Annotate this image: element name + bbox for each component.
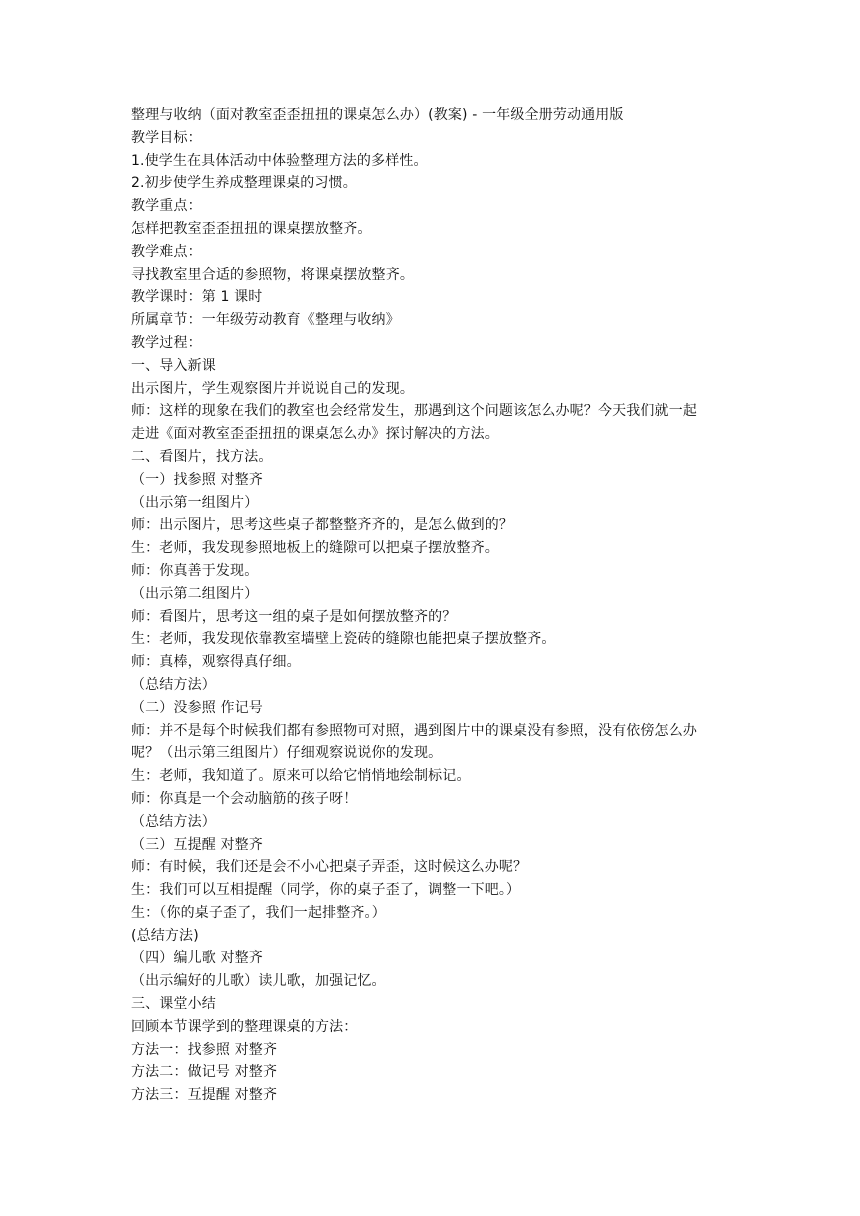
text-line: 生：老师，我发现依靠教室墙壁上瓷砖的缝隙也能把桌子摆放整齐。 — [131, 631, 556, 648]
section-heading: 教学重点： — [131, 198, 202, 215]
section-heading: 教学目标： — [131, 129, 202, 146]
text-line: （出示编好的儿歌）读儿歌，加强记忆。 — [131, 973, 386, 990]
text-line: （出示第一组图片） — [131, 494, 259, 511]
text-line: （总结方法） — [131, 813, 216, 830]
text-line: 方法二：做记号 对整齐 — [131, 1064, 278, 1081]
text-line: 师：看图片，思考这一组的桌子是如何摆放整齐的？ — [131, 608, 457, 625]
text-line: 师：你真善于发现。 — [131, 562, 259, 579]
text-line: 生：（你的桌子歪了，我们一起排整齐。） — [131, 904, 386, 921]
text-line: 师：真棒，观察得真仔细。 — [131, 654, 301, 671]
text-line: 出示图片，学生观察图片并说说自己的发现。 — [131, 380, 414, 397]
section-heading: 教学过程： — [131, 334, 202, 351]
subsection-heading: 三、课堂小结 — [131, 996, 216, 1013]
subsection-heading: 一、导入新课 — [131, 357, 216, 374]
text-line: 生：老师，我发现参照地板上的缝隙可以把桌子摆放整齐。 — [131, 540, 499, 557]
text-line: （二）没参照 作记号 — [131, 699, 263, 716]
text-line: （四）编儿歌 对整齐 — [131, 950, 263, 967]
text-line: 师：你真是一个会动脑筋的孩子呀！ — [131, 790, 358, 807]
text-line: 寻找教室里合适的参照物，将课桌摆放整齐。 — [131, 266, 414, 283]
text-line: 回顾本节课学到的整理课桌的方法： — [131, 1018, 358, 1035]
text-line: 生：我们可以互相提醒（同学，你的桌子歪了，调整一下吧。） — [131, 882, 521, 899]
subsection-heading: 二、看图片，找方法。 — [131, 448, 273, 465]
text-line: （三）互提醒 对整齐 — [131, 836, 263, 853]
text-line: 生：老师，我知道了。原来可以给它悄悄地绘制标记。 — [131, 768, 471, 785]
text-line: 师：并不是每个时候我们都有参照物可对照，遇到图片中的课桌没有参照，没有依傍怎么办 — [131, 722, 697, 739]
text-line: （一）找参照 对整齐 — [131, 471, 263, 488]
text-line: 怎样把教室歪歪扭扭的课桌摆放整齐。 — [131, 220, 372, 237]
text-line: (总结方法) — [131, 927, 199, 944]
document-title: 整理与收纳（面对教室歪歪扭扭的课桌怎么办）(教案) - 一年级全册劳动通用版 — [131, 107, 624, 123]
text-line: （总结方法） — [131, 676, 216, 693]
text-line: 呢？（出示第三组图片）仔细观察说说你的发现。 — [131, 745, 443, 762]
text-line: 方法三：互提醒 对整齐 — [131, 1087, 278, 1104]
text-line: 师：有时候，我们还是会不小心把桌子弄歪，这时候这么办呢？ — [131, 859, 528, 876]
section-heading: 教学难点： — [131, 243, 202, 260]
text-line: 方法一：找参照 对整齐 — [131, 1041, 278, 1058]
text-line: 走进《面对教室歪歪扭扭的课桌怎么办》探讨解决的方法。 — [131, 426, 499, 443]
document-body — [131, 104, 731, 1107]
text-line: 2.初步使学生养成整理课桌的习惯。 — [131, 175, 357, 192]
text-line: 1.使学生在具体活动中体验整理方法的多样性。 — [131, 152, 428, 169]
text-line: 所属章节：一年级劳动教育《整理与收纳》 — [131, 312, 400, 329]
text-line: 师：这样的现象在我们的教室也会经常发生，那遇到这个问题该怎么办呢？今天我们就一起 — [131, 403, 697, 420]
text-line: （出示第二组图片） — [131, 585, 259, 602]
text-line: 教学课时：第 1 课时 — [131, 289, 263, 306]
text-line: 师：出示图片，思考这些桌子都整整齐齐的，是怎么做到的？ — [131, 517, 514, 534]
